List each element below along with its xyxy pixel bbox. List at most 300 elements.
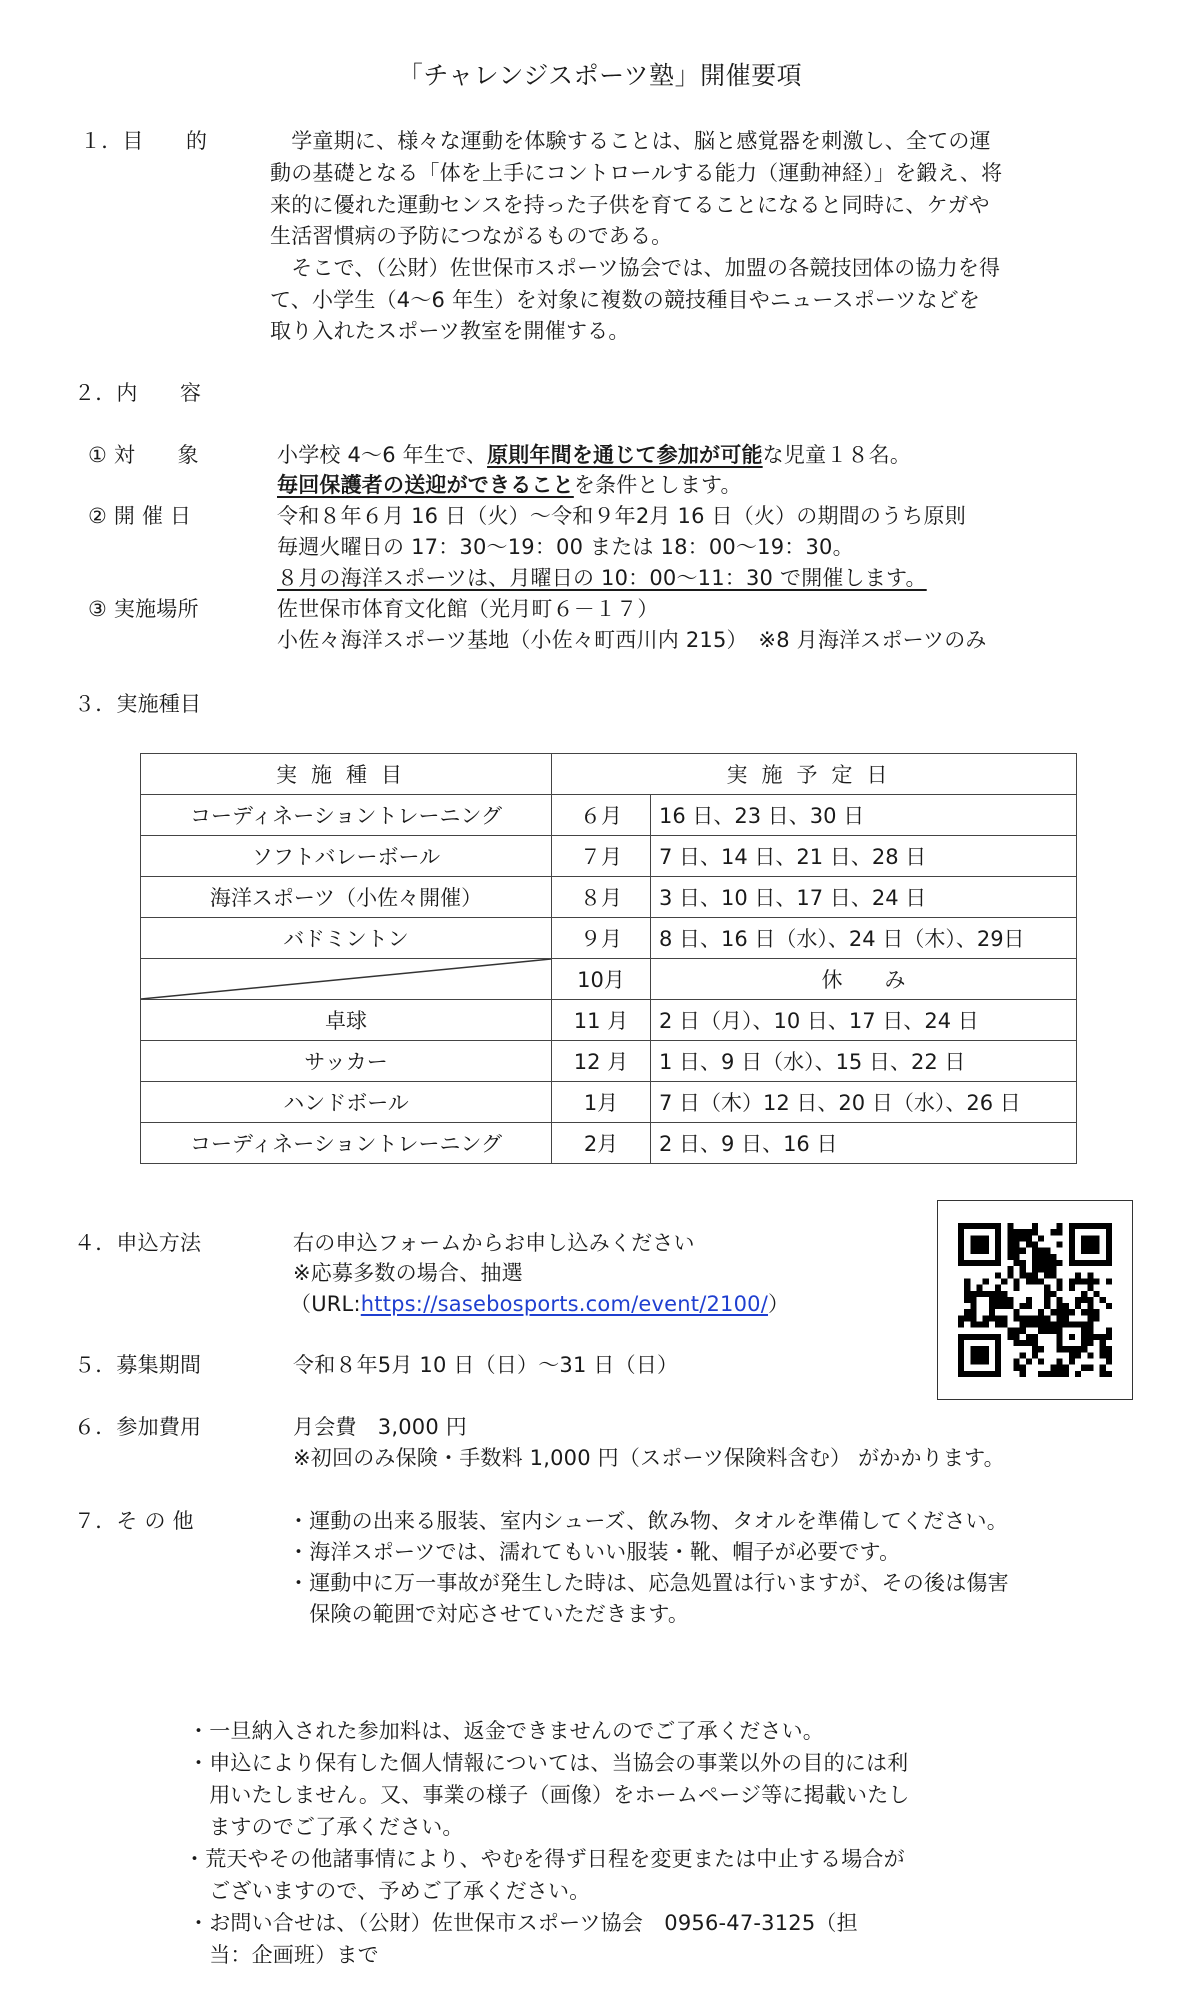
qr-module (1007, 1266, 1013, 1272)
qr-module (983, 1223, 989, 1229)
qr-module (1026, 1315, 1032, 1321)
qr-module (1013, 1254, 1019, 1260)
qr-module (976, 1359, 982, 1365)
qr-module (1087, 1340, 1093, 1346)
qr-module (1007, 1254, 1013, 1260)
qr-module (1094, 1334, 1100, 1340)
qr-module (1075, 1272, 1081, 1278)
qr-module (1087, 1309, 1093, 1315)
qr-module (964, 1315, 970, 1321)
apply-line-1: 右の申込フォームからお申し込みください (293, 1231, 695, 1255)
qr-code-box[interactable] (937, 1200, 1133, 1400)
qr-module (1007, 1223, 1013, 1229)
qr-module (983, 1260, 989, 1266)
qr-module (976, 1248, 982, 1254)
qr-module (1063, 1309, 1069, 1315)
qr-module (1069, 1359, 1075, 1365)
section2-label: ２．内 容 (74, 381, 202, 405)
qr-module (1057, 1278, 1063, 1284)
month-cell: ７月 (552, 836, 651, 877)
qr-module (970, 1352, 976, 1358)
qr-module (958, 1322, 964, 1328)
month-cell: 12 月 (552, 1041, 651, 1082)
qr-module (995, 1291, 1001, 1297)
apply-url-link[interactable]: https://sasebosports.com/event/2100/ (360, 1292, 769, 1316)
qr-module (1063, 1371, 1069, 1377)
qr-module (970, 1346, 976, 1352)
qr-module (1063, 1346, 1069, 1352)
qr-module (1020, 1272, 1026, 1278)
qr-module (1038, 1322, 1044, 1328)
qr-module (1069, 1285, 1075, 1291)
qr-module (1081, 1328, 1087, 1334)
qr-module (1069, 1248, 1075, 1254)
qr-module (1050, 1229, 1056, 1235)
event-cell: バドミントン (141, 918, 552, 959)
qr-module (958, 1229, 964, 1235)
event-cell: 海洋スポーツ（小佐々開催） (141, 877, 552, 918)
section4-label: ４．申込方法 (74, 1231, 202, 1255)
other-line: ・運動中に万一事故が発生した時は、応急処置は行いますが、その後は傷害 (288, 1571, 1009, 1595)
qr-module (1044, 1254, 1050, 1260)
qr-module (964, 1285, 970, 1291)
qr-module (1020, 1235, 1026, 1241)
qr-module (970, 1309, 976, 1315)
qr-module (1044, 1371, 1050, 1377)
qr-module (1026, 1359, 1032, 1365)
qr-module (1013, 1229, 1019, 1235)
qr-module (1038, 1315, 1044, 1321)
qr-module (1032, 1315, 1038, 1321)
qr-module (1063, 1365, 1069, 1371)
qr-module (1106, 1235, 1112, 1241)
month-cell: 10月 (552, 959, 651, 1000)
qr-module (1087, 1260, 1093, 1266)
qr-module (989, 1260, 995, 1266)
qr-module (970, 1322, 976, 1328)
section1-label: １．目 的 (80, 129, 208, 153)
qr-module (1075, 1278, 1081, 1284)
qr-module (958, 1248, 964, 1254)
qr-module (964, 1278, 970, 1284)
note-line: ・お問い合せは、（公財）佐世保市スポーツ協会 0956-47-3125（担 (188, 1911, 858, 1935)
qr-module (1057, 1346, 1063, 1352)
fee-line-2: ※初回のみ保険・手数料 1,000 円（スポーツ保険料含む） がかかります。 (293, 1446, 1005, 1470)
qr-module (1044, 1291, 1050, 1297)
qr-module (1087, 1365, 1093, 1371)
qr-module (1044, 1285, 1050, 1291)
section7-label: ７．そ の 他 (74, 1509, 194, 1533)
qr-module (1081, 1278, 1087, 1284)
qr-module (983, 1334, 989, 1340)
qr-module (1094, 1248, 1100, 1254)
qr-module (1069, 1260, 1075, 1266)
qr-module (1001, 1291, 1007, 1297)
note-line: 当：企画班）まで (188, 1943, 379, 1967)
qr-module (976, 1223, 982, 1229)
qr-module (1050, 1266, 1056, 1272)
table-row (141, 959, 1077, 1000)
qr-module (970, 1223, 976, 1229)
target-condition-emphasis: 毎回保護者の送迎ができること (277, 473, 574, 497)
qr-module (958, 1346, 964, 1352)
qr-code-icon (958, 1223, 1112, 1377)
qr-module (1081, 1346, 1087, 1352)
target-text: を条件とします。 (573, 473, 742, 497)
event-cell: ハンドボール (141, 1082, 552, 1123)
dates-cell: 8 日、16 日（水）、24 日（木）、29日 (651, 918, 1077, 959)
table-row (141, 795, 1077, 836)
table-row (141, 836, 1077, 877)
qr-module (964, 1297, 970, 1303)
qr-module (983, 1315, 989, 1321)
qr-module (1032, 1254, 1038, 1260)
dates-cell: 16 日、23 日、30 日 (651, 795, 1077, 836)
qr-module (1026, 1229, 1032, 1235)
target-line-1 (277, 440, 911, 471)
qr-module (983, 1346, 989, 1352)
qr-module (1050, 1272, 1056, 1278)
qr-module (1057, 1322, 1063, 1328)
qr-module (1069, 1322, 1075, 1328)
qr-module (970, 1315, 976, 1321)
table-row (141, 1082, 1077, 1123)
period-line: 令和８年5月 10 日（日）～31 日（日） (293, 1353, 679, 1377)
qr-module (1069, 1352, 1075, 1358)
table-header-row (141, 754, 1077, 795)
qr-module (989, 1309, 995, 1315)
dates-cell: 2 日（月）、10 日、17 日、24 日 (651, 1000, 1077, 1041)
qr-module (970, 1303, 976, 1309)
dates-cell: 2 日、9 日、16 日 (651, 1123, 1077, 1164)
qr-module (958, 1254, 964, 1260)
qr-module (1057, 1223, 1063, 1229)
qr-module (976, 1334, 982, 1340)
qr-module (964, 1223, 970, 1229)
qr-module (1001, 1315, 1007, 1321)
qr-module (1094, 1260, 1100, 1266)
qr-module (1032, 1229, 1038, 1235)
qr-module (1026, 1235, 1032, 1241)
qr-module (1032, 1322, 1038, 1328)
qr-module (1020, 1248, 1026, 1254)
month-cell: 11 月 (552, 1000, 651, 1041)
qr-module (1038, 1248, 1044, 1254)
section1-line: 学童期に、様々な運動を体験することは、脳と感覚器を刺激し、全ての運 (270, 129, 991, 153)
qr-module (995, 1272, 1001, 1278)
qr-module (1038, 1266, 1044, 1272)
qr-module (1032, 1278, 1038, 1284)
qr-module (1100, 1260, 1106, 1266)
section1-line: て、小学生（4～6 年生）を対象に複数の競技種目やニュースポーツなどを (270, 288, 981, 312)
qr-module (1069, 1346, 1075, 1352)
section1-line: そこで、（公財）佐世保市スポーツ協会では、加盟の各競技団体の協力を得 (270, 256, 1001, 280)
qr-module (983, 1359, 989, 1365)
qr-module (1106, 1248, 1112, 1254)
qr-module (970, 1248, 976, 1254)
qr-module (958, 1223, 964, 1229)
table-row (141, 1123, 1077, 1164)
qr-module (1063, 1322, 1069, 1328)
note-line: ございますので、予めご了承ください。 (188, 1879, 591, 1903)
qr-module (1106, 1328, 1112, 1334)
apply-url-line (290, 1289, 789, 1320)
qr-module (1050, 1260, 1056, 1266)
qr-module (1050, 1322, 1056, 1328)
qr-module (1032, 1352, 1038, 1358)
qr-module (958, 1359, 964, 1365)
schedule-table (140, 753, 1077, 1164)
qr-module (1057, 1328, 1063, 1334)
qr-module (1069, 1229, 1075, 1235)
qr-module (1100, 1365, 1106, 1371)
qr-module (1087, 1241, 1093, 1247)
qr-module (1094, 1241, 1100, 1247)
note-line: 用いたしません。又、事業の様子（画像）をホームページ等に掲載いたし (188, 1783, 910, 1807)
qr-module (1069, 1278, 1075, 1284)
qr-module (995, 1346, 1001, 1352)
qr-module (1001, 1322, 1007, 1328)
qr-module (983, 1248, 989, 1254)
section6-label: ６．参加費用 (74, 1415, 202, 1439)
qr-module (1013, 1340, 1019, 1346)
qr-module (1020, 1229, 1026, 1235)
qr-module (1050, 1291, 1056, 1297)
table-row (141, 1041, 1077, 1082)
qr-module (1026, 1272, 1032, 1278)
qr-module (989, 1334, 995, 1340)
qr-module (1106, 1346, 1112, 1352)
qr-module (995, 1241, 1001, 1247)
qr-module (1106, 1254, 1112, 1260)
qr-module (1057, 1334, 1063, 1340)
qr-module (1081, 1297, 1087, 1303)
qr-module (1013, 1309, 1019, 1315)
qr-module (995, 1229, 1001, 1235)
qr-module (1007, 1334, 1013, 1340)
other-line: ・運動の出来る服装、室内シューズ、飲み物、タオルを準備してください。 (288, 1509, 1008, 1533)
qr-module (983, 1278, 989, 1284)
qr-module (1087, 1278, 1093, 1284)
qr-module (1106, 1278, 1112, 1284)
table-row (141, 918, 1077, 959)
target-label: ① 対 象 (88, 443, 199, 467)
qr-module (1075, 1322, 1081, 1328)
qr-module (1020, 1260, 1026, 1266)
qr-module (1094, 1315, 1100, 1321)
qr-module (1050, 1254, 1056, 1260)
qr-module (1087, 1235, 1093, 1241)
qr-module (976, 1285, 982, 1291)
qr-module (1007, 1297, 1013, 1303)
qr-module (1013, 1260, 1019, 1266)
qr-module (1013, 1365, 1019, 1371)
qr-module (995, 1352, 1001, 1358)
qr-module (1100, 1346, 1106, 1352)
dates-cell: 7 日（木）12 日、20 日（水）、26 日 (651, 1082, 1077, 1123)
qr-module (1057, 1309, 1063, 1315)
dates-cell: 1 日、9 日（水）、15 日、22 日 (651, 1041, 1077, 1082)
qr-module (1038, 1260, 1044, 1266)
month-cell: 2月 (552, 1123, 651, 1164)
qr-module (1075, 1223, 1081, 1229)
qr-module (1020, 1352, 1026, 1358)
qr-module (976, 1352, 982, 1358)
qr-module (1020, 1340, 1026, 1346)
qr-module (989, 1223, 995, 1229)
event-cell-empty (141, 959, 552, 1000)
qr-module (970, 1371, 976, 1377)
qr-module (1038, 1254, 1044, 1260)
qr-module (983, 1241, 989, 1247)
qr-module (1001, 1278, 1007, 1284)
qr-module (1106, 1229, 1112, 1235)
qr-module (1044, 1328, 1050, 1334)
qr-module (1007, 1229, 1013, 1235)
qr-module (1087, 1322, 1093, 1328)
qr-module (1013, 1235, 1019, 1241)
qr-module (983, 1235, 989, 1241)
qr-module (1050, 1365, 1056, 1371)
qr-module (1063, 1303, 1069, 1309)
qr-module (983, 1291, 989, 1297)
venue-label: ③ 実施場所 (88, 597, 199, 621)
table-row (141, 877, 1077, 918)
qr-module (958, 1241, 964, 1247)
qr-module (1007, 1235, 1013, 1241)
section1-line: 動の基礎となる「体を上手にコントロールする能力（運動神経）」を鍛え、将 (270, 161, 1003, 185)
qr-module (989, 1297, 995, 1303)
qr-module (1020, 1266, 1026, 1272)
qr-module (1044, 1303, 1050, 1309)
target-line-2 (277, 470, 742, 501)
qr-module (1100, 1371, 1106, 1377)
qr-module (1106, 1223, 1112, 1229)
qr-module (1007, 1303, 1013, 1309)
qr-module (1007, 1272, 1013, 1278)
qr-module (1094, 1223, 1100, 1229)
qr-module (1094, 1309, 1100, 1315)
qr-module (1081, 1365, 1087, 1371)
qr-module (995, 1303, 1001, 1309)
event-cell: ソフトバレーボール (141, 836, 552, 877)
document-title: 「チャレンジスポーツ塾」開催要項 (397, 61, 803, 90)
qr-module (1106, 1352, 1112, 1358)
qr-module (1044, 1248, 1050, 1254)
qr-module (1075, 1297, 1081, 1303)
url-prefix: （URL: (290, 1292, 361, 1316)
qr-module (1081, 1309, 1087, 1315)
qr-module (1013, 1328, 1019, 1334)
qr-module (1075, 1303, 1081, 1309)
qr-module (1050, 1371, 1056, 1377)
section3-label: ３．実施種目 (74, 692, 202, 716)
qr-module (1081, 1260, 1087, 1266)
event-cell: 卓球 (141, 1000, 552, 1041)
qr-module (983, 1322, 989, 1328)
qr-module (995, 1315, 1001, 1321)
qr-module (1081, 1248, 1087, 1254)
qr-module (1100, 1352, 1106, 1358)
qr-module (970, 1359, 976, 1365)
qr-module (1069, 1235, 1075, 1241)
qr-module (1020, 1365, 1026, 1371)
header-event: 実施種目 (141, 754, 552, 795)
qr-module (1094, 1278, 1100, 1284)
qr-module (1057, 1359, 1063, 1365)
qr-module (1020, 1371, 1026, 1377)
section1-line: 生活習慣病の予防につながるものである。 (270, 224, 673, 248)
qr-module (995, 1260, 1001, 1266)
qr-module (1106, 1359, 1112, 1365)
qr-module (1001, 1297, 1007, 1303)
qr-module (1038, 1346, 1044, 1352)
qr-module (1081, 1223, 1087, 1229)
month-cell: ９月 (552, 918, 651, 959)
venue-line-2: 小佐々海洋スポーツ基地（小佐々町西川内 215） ※8 月海洋スポーツのみ (277, 628, 987, 652)
note-line: ・一旦納入された参加料は、返金できませんのでご了承ください。 (188, 1719, 824, 1743)
qr-module (1032, 1272, 1038, 1278)
qr-module (1032, 1266, 1038, 1272)
qr-module (1044, 1260, 1050, 1266)
qr-module (1069, 1254, 1075, 1260)
qr-module (1050, 1328, 1056, 1334)
qr-module (995, 1322, 1001, 1328)
qr-module (1020, 1328, 1026, 1334)
qr-module (1075, 1371, 1081, 1377)
qr-module (970, 1297, 976, 1303)
qr-module (1100, 1340, 1106, 1346)
qr-module (976, 1241, 982, 1247)
qr-module (964, 1334, 970, 1340)
qr-module (976, 1260, 982, 1266)
qr-module (976, 1291, 982, 1297)
qr-module (958, 1365, 964, 1371)
qr-module (1057, 1340, 1063, 1346)
other-line: ・海洋スポーツでは、濡れてもいい服装・靴、帽子が必要です。 (288, 1540, 901, 1564)
qr-module (983, 1371, 989, 1377)
qr-module (976, 1346, 982, 1352)
qr-module (1087, 1285, 1093, 1291)
qr-module (1094, 1291, 1100, 1297)
qr-module (1087, 1328, 1093, 1334)
qr-module (1087, 1352, 1093, 1358)
qr-module (1026, 1278, 1032, 1284)
diagonal-slash (141, 959, 551, 999)
note-line: ・荒天やその他諸事情により、やむを得ず日程を変更または中止する場合が (184, 1847, 905, 1871)
qr-module (1032, 1248, 1038, 1254)
table-row (141, 1000, 1077, 1041)
qr-module (995, 1248, 1001, 1254)
qr-module (970, 1241, 976, 1247)
qr-module (1063, 1315, 1069, 1321)
qr-module (1069, 1223, 1075, 1229)
month-cell: 1月 (552, 1082, 651, 1123)
dates-label: ② 開 催 日 (88, 504, 192, 528)
note-line: ますのでご了承ください。 (188, 1815, 464, 1839)
qr-module (1075, 1260, 1081, 1266)
qr-module (1007, 1328, 1013, 1334)
qr-module (958, 1235, 964, 1241)
qr-module (1106, 1334, 1112, 1340)
dates-line-3: ８月の海洋スポーツは、月曜日の 10：00～11：30 で開催します。 (277, 566, 927, 590)
qr-module (1075, 1346, 1081, 1352)
qr-module (995, 1235, 1001, 1241)
qr-module (1081, 1340, 1087, 1346)
qr-module (970, 1291, 976, 1297)
qr-module (1087, 1248, 1093, 1254)
qr-module (1087, 1272, 1093, 1278)
